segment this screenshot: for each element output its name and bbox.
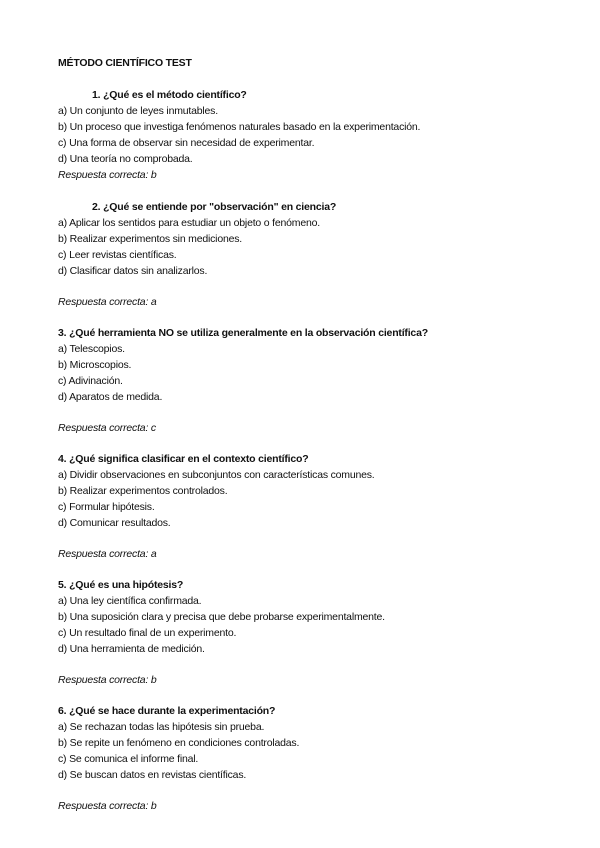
option-b: b) Un proceso que investiga fenómenos naturales basado en la experimentación. xyxy=(58,121,421,133)
option-d: d) Una teoría no comprobada. xyxy=(58,153,193,165)
option-c: c) Una forma de observar sin necesidad de experimentar. xyxy=(58,137,315,149)
option-c: c) Formular hipótesis. xyxy=(58,501,155,513)
question-heading: 4. ¿Qué significa clasificar en el contexto científico? xyxy=(58,453,309,465)
option-b: b) Realizar experimentos controlados. xyxy=(58,485,228,497)
option-a: a) Dividir observaciones en subconjuntos con características comunes. xyxy=(58,469,375,481)
option-b: b) Se repite un fenómeno en condiciones controladas. xyxy=(58,737,300,749)
option-d: d) Clasificar datos sin analizarlos. xyxy=(58,265,208,277)
option-b: b) Realizar experimentos sin mediciones. xyxy=(58,233,242,245)
document-title: MÉTODO CIENTÍFICO TEST xyxy=(58,57,192,69)
question-heading: 6. ¿Qué se hace durante la experimentación? xyxy=(58,705,276,717)
question-6 xyxy=(58,703,578,814)
option-c: c) Se comunica el informe final. xyxy=(58,753,199,765)
question-heading: 2. ¿Qué se entiende por "observación" en ciencia? xyxy=(92,201,337,213)
option-d: d) Aparatos de medida. xyxy=(58,391,163,403)
option-a: a) Telescopios. xyxy=(58,343,125,355)
option-d: d) Se buscan datos en revistas científicas. xyxy=(58,769,247,781)
option-c: c) Adivinación. xyxy=(58,375,123,387)
question-3 xyxy=(58,325,578,436)
question-heading: 3. ¿Qué herramienta NO se utiliza generalmente en la observación científica? xyxy=(58,327,428,339)
correct-answer: Respuesta correcta: b xyxy=(58,674,157,686)
question-5 xyxy=(58,577,578,688)
option-c: c) Un resultado final de un experimento. xyxy=(58,627,237,639)
correct-answer: Respuesta correcta: c xyxy=(58,422,156,434)
option-c: c) Leer revistas científicas. xyxy=(58,249,177,261)
correct-answer: Respuesta correcta: b xyxy=(58,169,157,181)
question-heading: 1. ¿Qué es el método científico? xyxy=(92,89,247,101)
correct-answer: Respuesta correcta: a xyxy=(58,296,157,308)
correct-answer: Respuesta correcta: b xyxy=(58,800,157,812)
option-d: d) Comunicar resultados. xyxy=(58,517,171,529)
option-a: a) Un conjunto de leyes inmutables. xyxy=(58,105,218,117)
question-4 xyxy=(58,451,578,562)
correct-answer: Respuesta correcta: a xyxy=(58,548,157,560)
option-a: a) Se rechazan todas las hipótesis sin prueba. xyxy=(58,721,265,733)
option-a: a) Una ley científica confirmada. xyxy=(58,595,202,607)
document-page xyxy=(58,55,578,814)
option-b: b) Una suposición clara y precisa que debe probarse experimentalmente. xyxy=(58,611,385,623)
question-heading: 5. ¿Qué es una hipótesis? xyxy=(58,579,184,591)
option-b: b) Microscopios. xyxy=(58,359,132,371)
option-d: d) Una herramienta de medición. xyxy=(58,643,205,655)
question-1 xyxy=(58,87,578,183)
question-2 xyxy=(58,199,578,310)
option-a: a) Aplicar los sentidos para estudiar un objeto o fenómeno. xyxy=(58,217,320,229)
